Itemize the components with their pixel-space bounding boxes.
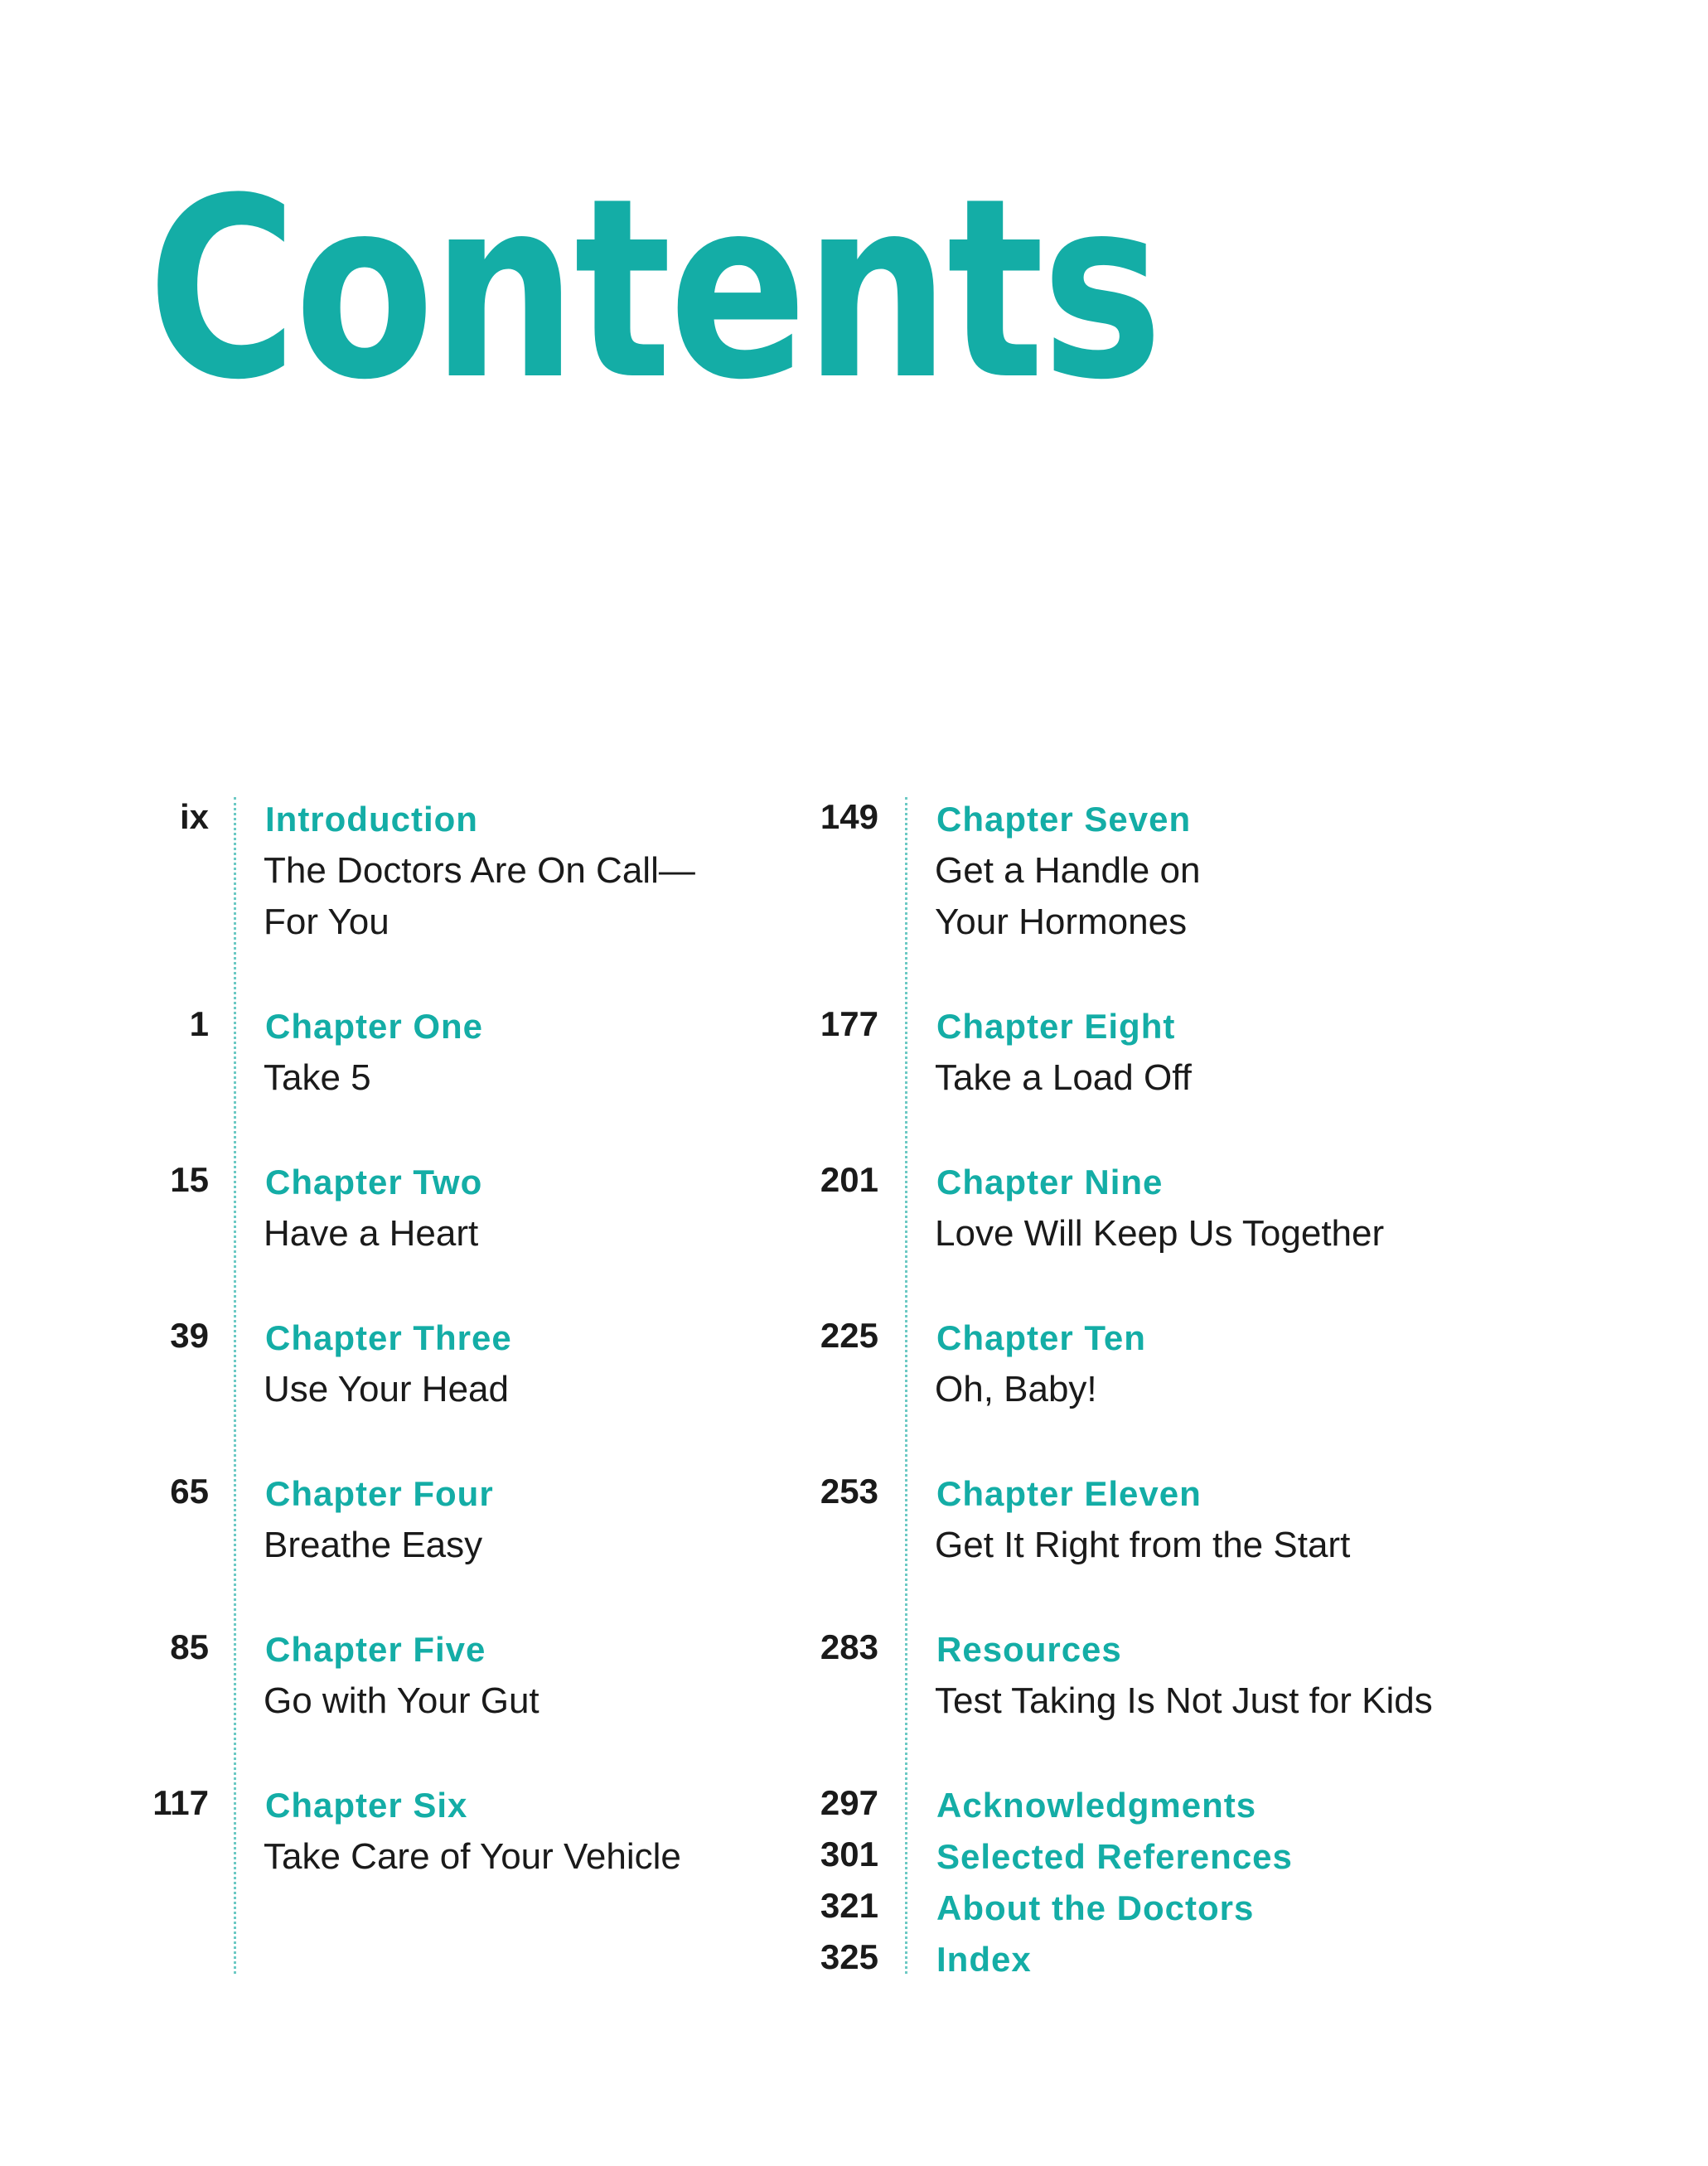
page-number: 39 [170, 1316, 209, 1355]
chapter-title: Get a Handle on Your Hormones [935, 850, 1201, 942]
page-number: 225 [820, 1316, 878, 1355]
chapter-title: The Doctors Are On Call— For You [264, 850, 695, 942]
chapter-title: Love Will Keep Us Together [935, 1213, 1385, 1254]
chapter-title: Oh, Baby! [935, 1369, 1097, 1409]
chapter-label: Chapter Two [265, 1163, 483, 1201]
backmatter-label: Selected References [936, 1837, 1293, 1876]
chapter-title: Use Your Head [264, 1369, 509, 1409]
chapter-label: Chapter Seven [936, 800, 1192, 839]
page-number: 201 [820, 1160, 878, 1199]
chapter-label: Chapter Five [265, 1630, 486, 1669]
chapter-label: Introduction [265, 800, 478, 839]
chapter-label: Resources [936, 1630, 1122, 1669]
chapter-label: Chapter Eleven [936, 1474, 1202, 1513]
page-number: 85 [170, 1627, 209, 1666]
page-title: Contents [148, 145, 1161, 434]
chapter-label: Chapter Three [265, 1318, 512, 1357]
page-number: 149 [820, 797, 878, 836]
chapter-label: Chapter Eight [936, 1007, 1176, 1046]
left-column-divider [234, 797, 236, 1974]
chapter-label: Chapter One [265, 1007, 484, 1046]
chapter-label: Chapter Nine [936, 1163, 1164, 1201]
chapter-title: Go with Your Gut [264, 1680, 539, 1721]
page-number: 321 [820, 1886, 878, 1925]
chapter-label: Chapter Four [265, 1474, 494, 1513]
page-number: 117 [152, 1783, 209, 1822]
page-number: 1 [189, 1004, 209, 1043]
page-number: 325 [820, 1937, 878, 1976]
page-number: ix [179, 797, 209, 836]
backmatter-label: Acknowledgments [936, 1786, 1257, 1825]
backmatter-label: About the Doctors [936, 1888, 1255, 1927]
chapter-title: Have a Heart [264, 1213, 479, 1254]
chapter-label: Chapter Ten [936, 1318, 1146, 1357]
page-number: 297 [820, 1783, 878, 1822]
chapter-title: Get It Right from the Start [935, 1525, 1351, 1565]
page-number: 15 [170, 1160, 209, 1199]
chapter-title: Test Taking Is Not Just for Kids [935, 1680, 1433, 1721]
right-column-divider [905, 797, 907, 1974]
backmatter-label: Index [936, 1940, 1032, 1979]
page-number: 283 [820, 1627, 878, 1666]
page-number: 253 [820, 1472, 878, 1511]
chapter-title: Breathe Easy [264, 1525, 483, 1565]
chapter-label: Chapter Six [265, 1786, 468, 1825]
page-number: 65 [170, 1472, 209, 1511]
chapter-title: Take a Load Off [935, 1057, 1192, 1098]
chapter-title: Take Care of Your Vehicle [264, 1836, 681, 1877]
page-number: 301 [820, 1835, 878, 1873]
page-number: 177 [820, 1004, 878, 1043]
chapter-title: Take 5 [264, 1057, 371, 1098]
